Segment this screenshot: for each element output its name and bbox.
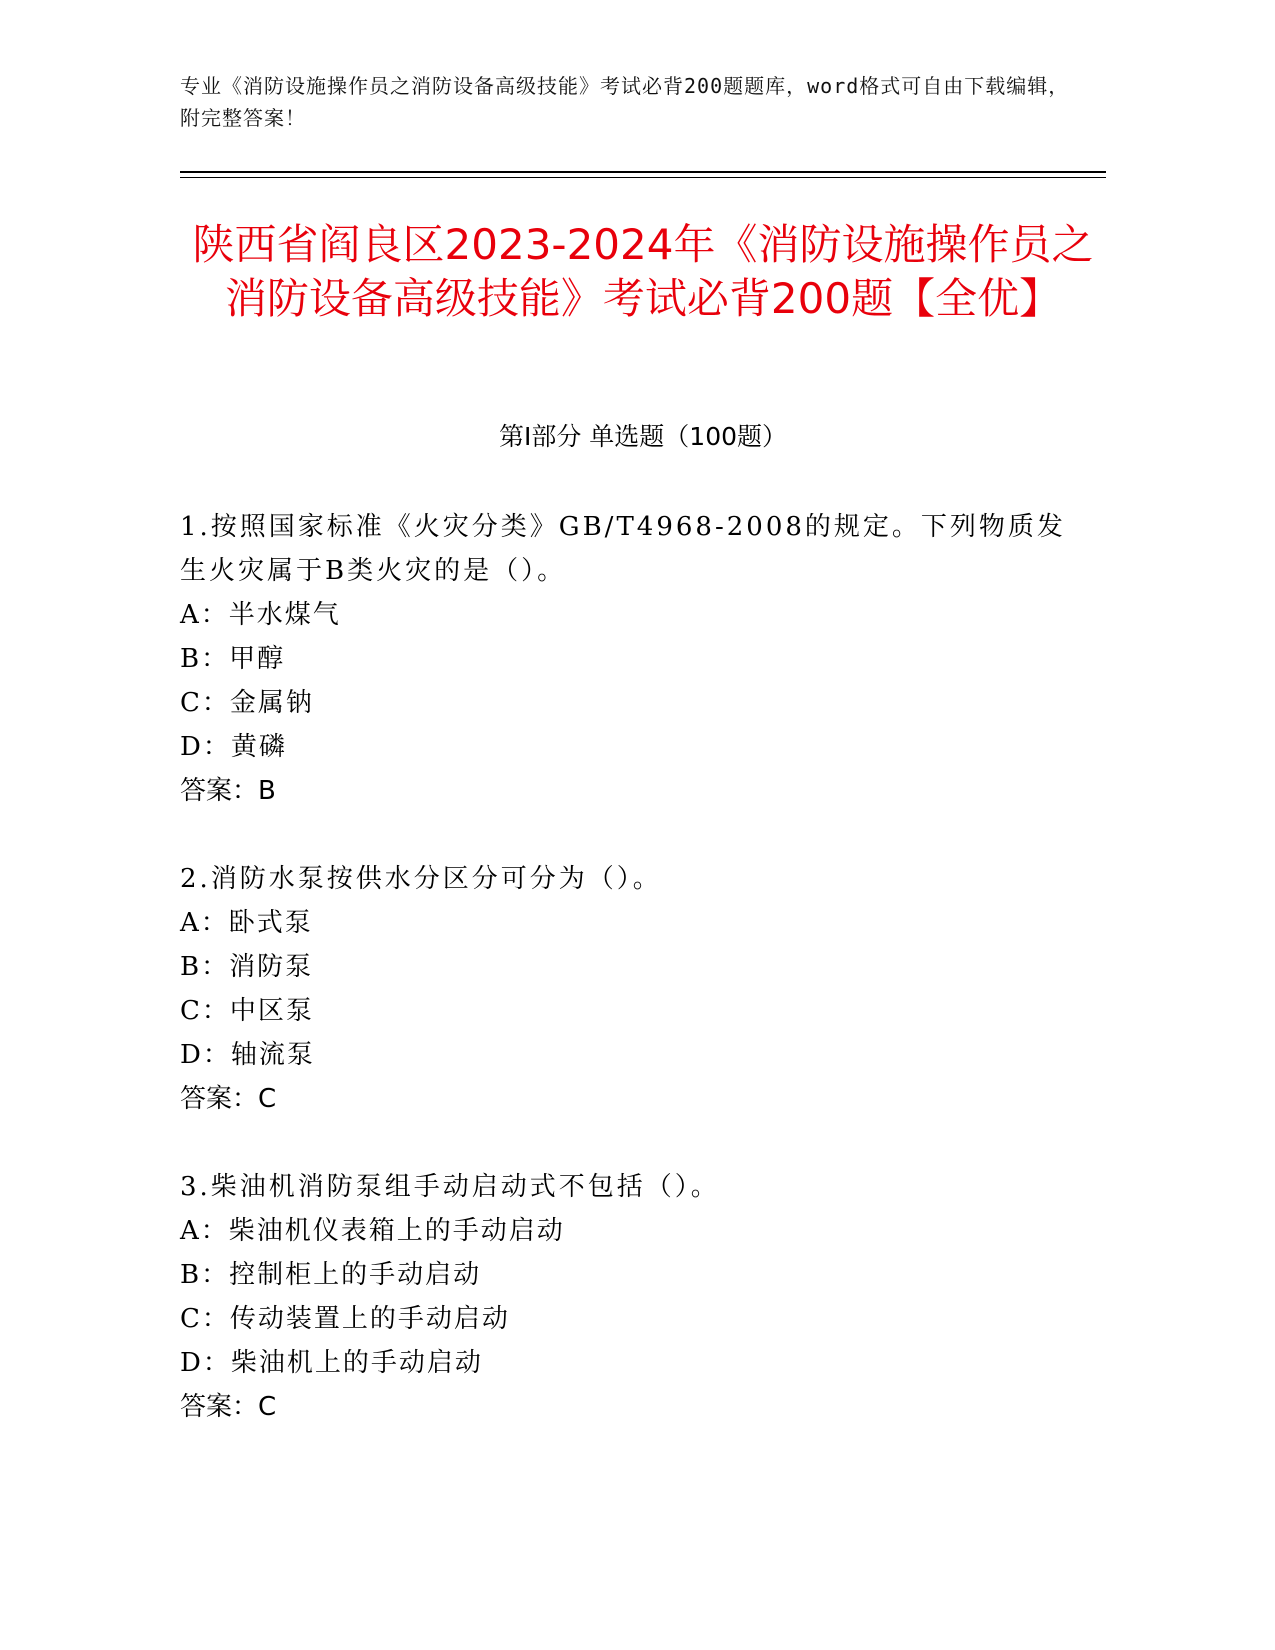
header-rule-thick (180, 171, 1106, 173)
option-a: A：半水煤气 (180, 600, 341, 630)
option-d: D：轴流泵 (180, 1040, 315, 1070)
header-rule-thin (180, 177, 1106, 178)
option-c: C：金属钠 (180, 688, 314, 718)
question-1 (180, 505, 1080, 813)
answer-line: 答案：B (180, 776, 276, 806)
option-b: B：消防泵 (180, 952, 314, 982)
option-d: D：柴油机上的手动启动 (180, 1348, 483, 1378)
document-intro: 专业《消防设施操作员之消防设备高级技能》考试必背200题题库，word格式可自由下载编辑，附完整答案！ (180, 74, 1070, 130)
option-c: C：传动装置上的手动启动 (180, 1304, 510, 1334)
option-d: D：黄磷 (180, 732, 287, 762)
answer-line: 答案：C (180, 1392, 277, 1422)
question-stem: 1.按照国家标准《火灾分类》GB/T4968-2008的规定。下列物质发生火灾属于B类火灾的是（）。 (180, 512, 1066, 586)
question-list (180, 505, 1080, 1473)
question-3 (180, 1165, 1080, 1429)
option-c: C：中区泵 (180, 996, 314, 1026)
document-title: 陕西省阎良区2023-2024年《消防设施操作员之消防设备高级技能》考试必背200题【全优】 (192, 220, 1094, 323)
question-2 (180, 857, 1080, 1121)
question-stem: 3.柴油机消防泵组手动启动式不包括（）。 (180, 1172, 720, 1202)
answer-line: 答案：C (180, 1084, 277, 1114)
option-b: B：甲醇 (180, 644, 286, 674)
option-a: A：卧式泵 (180, 908, 313, 938)
question-stem: 2.消防水泵按供水分区分可分为（）。 (180, 864, 662, 894)
option-b: B：控制柜上的手动启动 (180, 1260, 482, 1290)
section-heading: 第Ⅰ部分 单选题（100题） (498, 422, 788, 451)
option-a: A：柴油机仪表箱上的手动启动 (180, 1216, 565, 1246)
